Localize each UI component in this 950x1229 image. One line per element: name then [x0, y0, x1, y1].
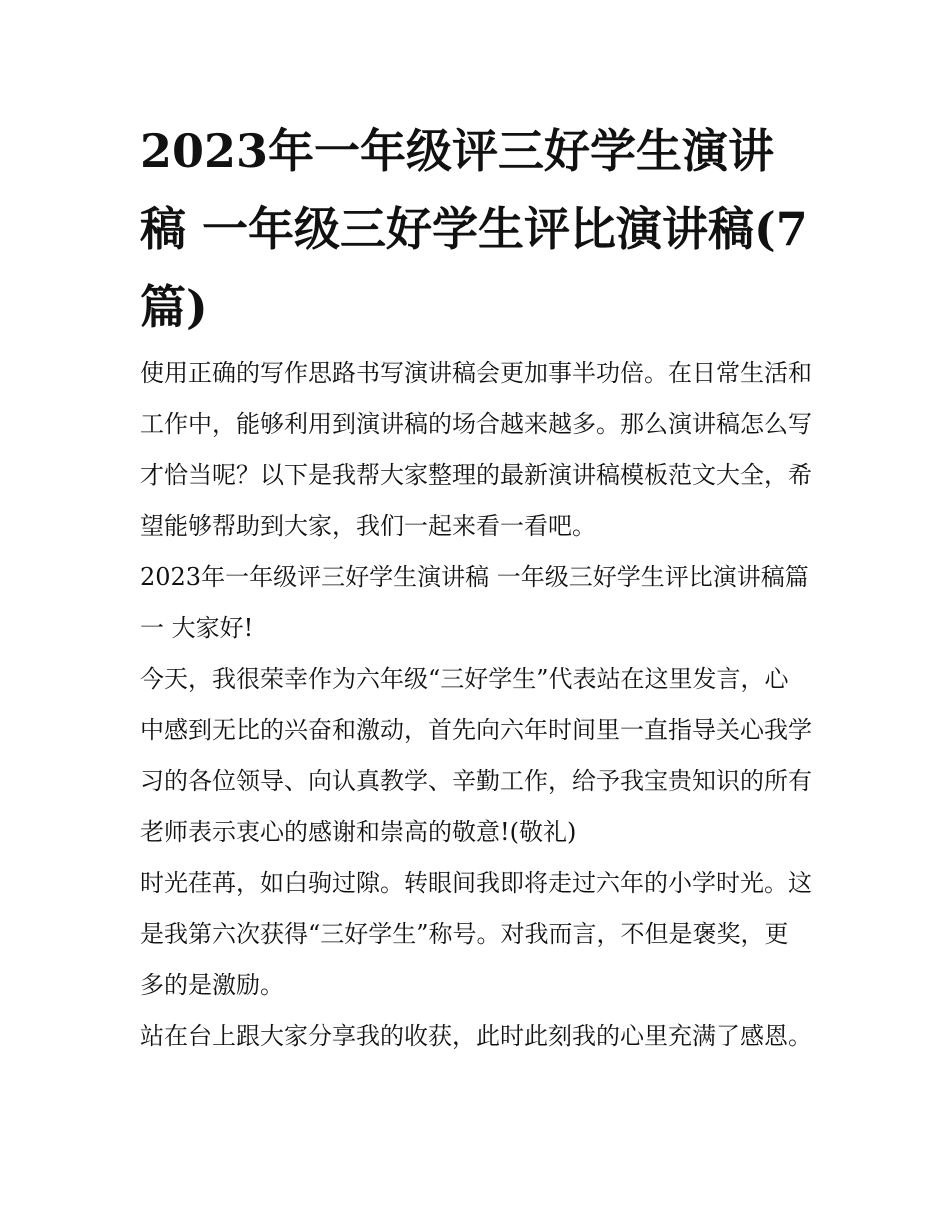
paragraph-intro: 使用正确的写作思路书写演讲稿会更加事半功倍。在日常生活和工作中，能够利用到演讲稿的场合越来越多。那么演讲稿怎么写才恰当呢？以下是我帮大家整理的最新演讲稿模板范文大全，希望能够帮助到大家，我们一起来看一看吧。	[140, 359, 812, 540]
paragraph-time: 时光荏苒，如白驹过隙。转眼间我即将走过六年的小学时光。这是我第六次获得“三好学生”称号。对我而言，不但是褒奖，更多的是激励。	[140, 869, 812, 999]
document-page	[140, 112, 812, 1062]
document-title: 2023年一年级评三好学生演讲稿 一年级三好学生评比演讲稿(7篇)	[140, 124, 808, 334]
paragraph-thanks: 今天，我很荣幸作为六年级“三好学生”代表站在这里发言，心中感到无比的兴奋和激动，首先向六年时间里一直指导关心我学习的各位领导、向认真教学、辛勤工作，给予我宝贵知识的所有老师表示衷心的感谢和崇高的敬意!(敬礼)	[140, 665, 812, 846]
paragraph-section-heading: 2023年一年级评三好学生演讲稿 一年级三好学生评比演讲稿篇一 大家好!	[140, 563, 809, 642]
paragraph-gratitude: 站在台上跟大家分享我的收获，此时此刻我的心里充满了感恩。	[140, 1022, 812, 1050]
